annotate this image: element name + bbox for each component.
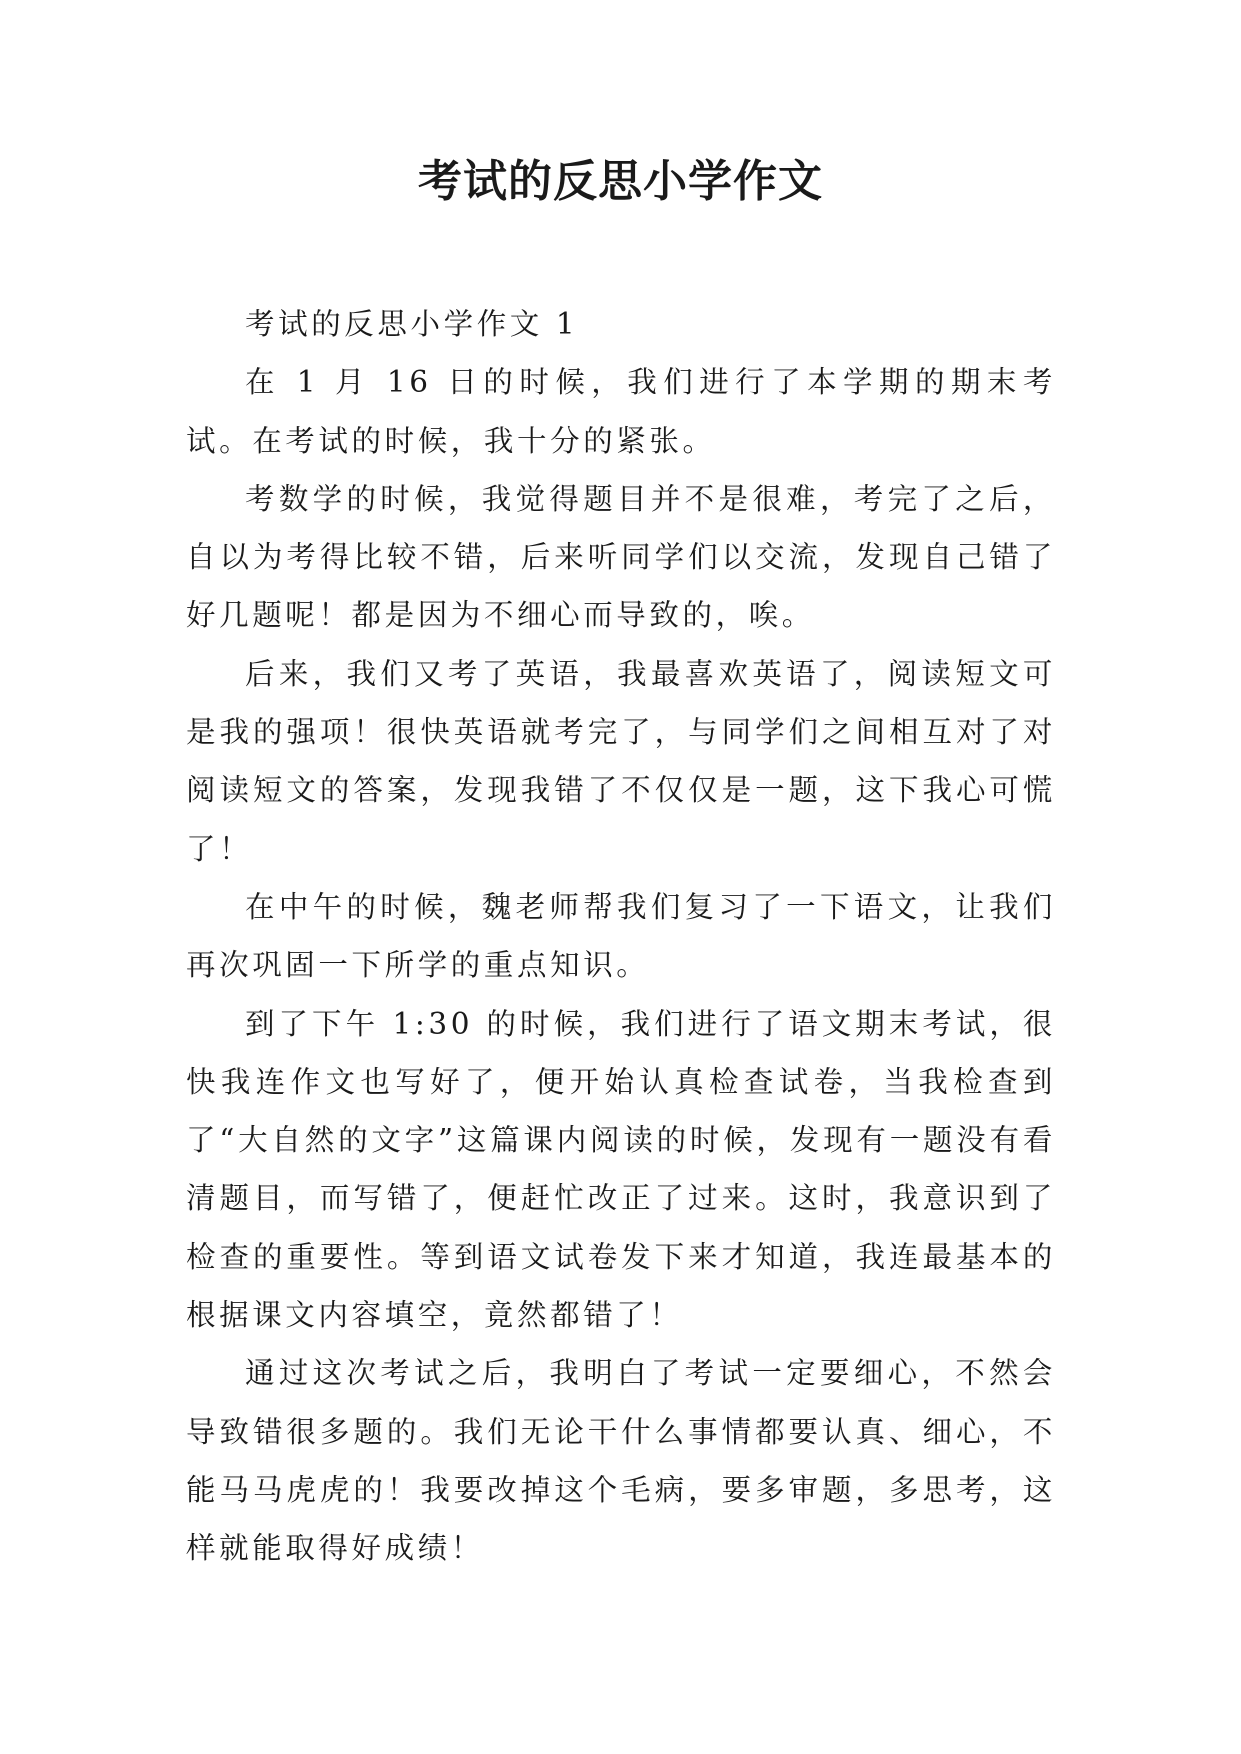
- paragraph: 在 1 月 16 日的时候，我们进行了本学期的期末考试。在考试的时候，我十分的紧张。: [186, 365, 1056, 458]
- paragraph: 到了下午 1:30 的时候，我们进行了语文期末考试，很快我连作文也写好了，便开始认真检查试卷，当我检查到了“大自然的文字”这篇课内阅读的时候，发现有一题没有看清题目，而写错了，便赶忙改正了过来。这时，我意识到了检查的重要性。等到语文试卷发下来才知道，我连最基本的根据课文内容填空，竟然都错了！: [186, 1006, 1056, 1333]
- paragraph: 考数学的时候，我觉得题目并不是很难，考完了之后，自以为考得比较不错，后来听同学们以交流，发现自己错了好几题呢！都是因为不细心而导致的，唉。: [186, 481, 1056, 633]
- section-heading: 考试的反思小学作文 1: [245, 307, 579, 341]
- document-title: 考试的反思小学作文: [418, 156, 823, 207]
- paragraph: 通过这次考试之后，我明白了考试一定要细心，不然会导致错很多题的。我们无论干什么事情都要认真、细心，不能马马虎虎的！我要改掉这个毛病，要多审题，多思考，这样就能取得好成绩！: [186, 1356, 1056, 1566]
- document-body: [186, 295, 1056, 1578]
- paragraph: 后来，我们又考了英语，我最喜欢英语了，阅读短文可是我的强项！很快英语就考完了，与同学们之间相互对了对阅读短文的答案，发现我错了不仅仅是一题，这下我心可慌了！: [186, 656, 1056, 866]
- paragraph: 在中午的时候，魏老师帮我们复习了一下语文，让我们再次巩固一下所学的重点知识。: [186, 889, 1056, 983]
